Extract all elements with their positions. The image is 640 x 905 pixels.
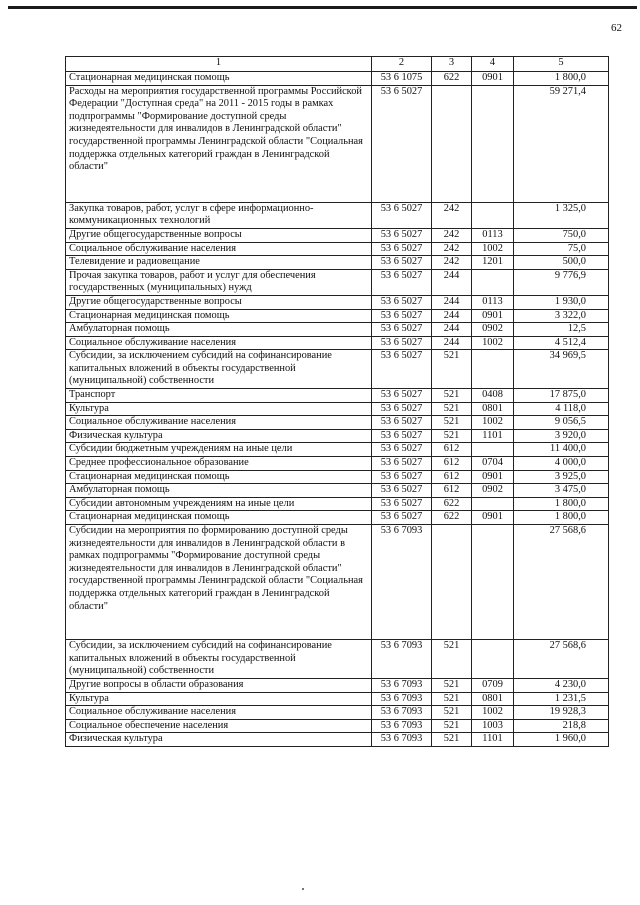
row-type-cell: 612 [432,457,472,471]
table-row [66,443,609,457]
row-type-cell: 521 [432,706,472,720]
row-name-cell: Телевидение и радиовещание [66,256,372,270]
row-name-cell: Среднее профессиональное образование [66,457,372,471]
table-header-row [66,57,609,72]
table-row [66,323,609,337]
row-section-cell: 0113 [472,228,514,242]
row-code-cell: 53 6 5027 [372,511,432,525]
row-code-cell: 53 6 5027 [372,416,432,430]
row-amount-cell: 3 475,0 [514,484,609,498]
table-row [66,692,609,706]
row-type-cell: 521 [432,350,472,389]
row-type-cell: 622 [432,497,472,511]
table-row [66,678,609,692]
row-section-cell: 0113 [472,295,514,309]
row-code-cell: 53 6 5027 [372,269,432,295]
row-section-cell [472,350,514,389]
row-code-cell: 53 6 5027 [372,443,432,457]
table-row [66,429,609,443]
row-code-cell: 53 6 5027 [372,429,432,443]
row-type-cell: 612 [432,443,472,457]
row-amount-cell: 19 928,3 [514,706,609,720]
row-section-cell: 0902 [472,323,514,337]
row-amount-cell: 4 000,0 [514,457,609,471]
row-amount-cell: 1 800,0 [514,72,609,86]
row-type-cell: 242 [432,202,472,228]
row-type-cell: 622 [432,72,472,86]
row-name-cell: Другие общегосударственные вопросы [66,228,372,242]
row-section-cell: 1002 [472,706,514,720]
table-row [66,336,609,350]
row-code-cell: 53 6 5027 [372,457,432,471]
row-section-cell: 0901 [472,72,514,86]
row-amount-cell: 75,0 [514,242,609,256]
row-code-cell: 53 6 5027 [372,309,432,323]
row-name-cell: Социальное обслуживание населения [66,242,372,256]
row-name-cell: Другие общегосударственные вопросы [66,295,372,309]
row-code-cell: 53 6 7093 [372,692,432,706]
row-name-cell: Стационарная медицинская помощь [66,470,372,484]
row-name-cell: Прочая закупка товаров, работ и услуг для обеспечения государственных (муниципальных) нужд [66,269,372,295]
row-name-cell: Физическая культура [66,429,372,443]
row-name-cell: Другие вопросы в области образования [66,678,372,692]
column-header: 1 [66,57,372,72]
table-row [66,269,609,295]
row-amount-cell: 12,5 [514,323,609,337]
table-row [66,85,609,202]
row-amount-cell: 27 568,6 [514,525,609,640]
row-section-cell: 0709 [472,678,514,692]
row-name-cell: Социальное обеспечение населения [66,719,372,733]
row-type-cell: 622 [432,511,472,525]
row-name-cell: Расходы на мероприятия государственной программы Российской Федерации "Доступная среда" на 2011 - 2015 годы в рамках подпрограммы "Формирование доступной среды жизнедеятельности для инвалидов в Ленинградской области" государственной программы Ленинградской области "Социальная поддержка отдельных категорий граждан в Ленинградской области" [66,85,372,202]
row-type-cell: 521 [432,402,472,416]
row-name-cell: Социальное обслуживание населения [66,336,372,350]
row-amount-cell: 1 325,0 [514,202,609,228]
row-type-cell: 612 [432,484,472,498]
row-type-cell: 521 [432,640,472,679]
row-name-cell: Стационарная медицинская помощь [66,309,372,323]
table-row [66,309,609,323]
row-type-cell [432,525,472,640]
row-section-cell: 0801 [472,402,514,416]
row-section-cell: 0704 [472,457,514,471]
row-amount-cell: 4 230,0 [514,678,609,692]
table-row [66,389,609,403]
row-type-cell: 521 [432,692,472,706]
row-section-cell: 0901 [472,309,514,323]
table-row [66,295,609,309]
table-row [66,525,609,640]
row-name-cell: Стационарная медицинская помощь [66,72,372,86]
row-amount-cell: 9 776,9 [514,269,609,295]
row-section-cell: 0408 [472,389,514,403]
row-amount-cell: 34 969,5 [514,350,609,389]
row-section-cell: 0902 [472,484,514,498]
row-code-cell: 53 6 7093 [372,678,432,692]
table-row [66,350,609,389]
table-row [66,733,609,747]
row-section-cell: 0801 [472,692,514,706]
row-section-cell: 0901 [472,511,514,525]
table-row [66,242,609,256]
row-type-cell: 244 [432,269,472,295]
row-type-cell: 244 [432,309,472,323]
row-amount-cell: 1 930,0 [514,295,609,309]
table-row [66,72,609,86]
row-amount-cell: 17 875,0 [514,389,609,403]
row-name-cell: Субсидии на мероприятия по формированию доступной среды жизнедеятельности для инвалидов в Ленинградской области в рамках подпрограммы "Формирование доступной среды жизнедеятельности для инвалидов в Ленинградской области" государственной программы Ленинградской области "Социальная поддержка отдельных категорий граждан в Ленинградской области" [66,525,372,640]
table-row [66,706,609,720]
row-amount-cell: 11 400,0 [514,443,609,457]
row-type-cell: 521 [432,429,472,443]
row-type-cell: 242 [432,256,472,270]
row-section-cell: 1003 [472,719,514,733]
row-name-cell: Социальное обслуживание населения [66,416,372,430]
row-name-cell: Субсидии бюджетным учреждениям на иные цели [66,443,372,457]
row-section-cell [472,443,514,457]
row-name-cell: Транспорт [66,389,372,403]
row-code-cell: 53 6 7093 [372,719,432,733]
row-name-cell: Культура [66,402,372,416]
row-code-cell: 53 6 5027 [372,242,432,256]
row-section-cell [472,85,514,202]
row-amount-cell: 1 960,0 [514,733,609,747]
row-section-cell: 1002 [472,416,514,430]
row-code-cell: 53 6 7093 [372,706,432,720]
table-row [66,256,609,270]
row-name-cell: Физическая культура [66,733,372,747]
row-amount-cell: 500,0 [514,256,609,270]
row-code-cell: 53 6 5027 [372,85,432,202]
row-amount-cell: 218,8 [514,719,609,733]
cell-spacer [69,613,368,639]
row-type-cell: 244 [432,295,472,309]
row-code-cell: 53 6 5027 [372,389,432,403]
row-type-cell: 242 [432,242,472,256]
row-name-cell: Стационарная медицинская помощь [66,511,372,525]
table-row [66,402,609,416]
column-header: 5 [514,57,609,72]
row-amount-cell: 3 322,0 [514,309,609,323]
row-code-cell: 53 6 5027 [372,484,432,498]
row-section-cell [472,497,514,511]
row-type-cell: 242 [432,228,472,242]
row-type-cell: 244 [432,336,472,350]
row-type-cell: 521 [432,389,472,403]
row-section-cell: 1101 [472,733,514,747]
table-row [66,640,609,679]
row-code-cell: 53 6 7093 [372,525,432,640]
row-code-cell: 53 6 5027 [372,256,432,270]
row-section-cell: 1002 [472,242,514,256]
row-section-cell: 1101 [472,429,514,443]
table-row [66,497,609,511]
row-section-cell: 1002 [472,336,514,350]
table-row [66,202,609,228]
row-type-cell: 521 [432,416,472,430]
row-code-cell: 53 6 5027 [372,323,432,337]
row-type-cell: 244 [432,323,472,337]
row-type-cell: 521 [432,678,472,692]
row-amount-cell: 1 231,5 [514,692,609,706]
table-row [66,228,609,242]
row-name-cell: Субсидии, за исключением субсидий на софинансирование капитальных вложений в объекты государственной (муниципальной) собственности [66,350,372,389]
table-row [66,484,609,498]
row-code-cell: 53 6 5027 [372,350,432,389]
row-code-cell: 53 6 5027 [372,228,432,242]
row-code-cell: 53 6 5027 [372,295,432,309]
row-code-cell: 53 6 7093 [372,733,432,747]
row-amount-cell: 9 056,5 [514,416,609,430]
column-header: 2 [372,57,432,72]
row-type-cell: 612 [432,470,472,484]
row-name-cell: Культура [66,692,372,706]
table-row [66,470,609,484]
table-row [66,511,609,525]
row-amount-cell: 4 512,4 [514,336,609,350]
row-amount-cell: 3 920,0 [514,429,609,443]
budget-table [65,56,609,747]
table-row [66,416,609,430]
row-type-cell [432,85,472,202]
row-code-cell: 53 6 5027 [372,202,432,228]
row-type-cell: 521 [432,719,472,733]
row-code-cell: 53 6 1075 [372,72,432,86]
column-header: 3 [432,57,472,72]
table-body [66,72,609,747]
page-number: 62 [611,22,622,34]
row-amount-cell: 59 271,4 [514,85,609,202]
row-code-cell: 53 6 5027 [372,497,432,511]
row-code-cell: 53 6 5027 [372,336,432,350]
row-amount-cell: 750,0 [514,228,609,242]
row-name-cell: Закупка товаров, работ, услуг в сфере информационно-коммуникационных технологий [66,202,372,228]
row-name-cell: Социальное обслуживание населения [66,706,372,720]
row-name-cell: Субсидии автономным учреждениям на иные цели [66,497,372,511]
table-row [66,719,609,733]
top-border-line [8,6,637,9]
row-section-cell [472,202,514,228]
row-amount-cell: 27 568,6 [514,640,609,679]
row-section-cell [472,640,514,679]
row-amount-cell: 3 925,0 [514,470,609,484]
row-section-cell [472,525,514,640]
row-amount-cell: 1 800,0 [514,497,609,511]
cell-spacer [69,174,368,202]
scan-speck [302,888,304,890]
row-code-cell: 53 6 5027 [372,470,432,484]
row-section-cell [472,269,514,295]
table-row [66,457,609,471]
row-amount-cell: 1 800,0 [514,511,609,525]
row-type-cell: 521 [432,733,472,747]
row-code-cell: 53 6 5027 [372,402,432,416]
row-section-cell: 1201 [472,256,514,270]
row-amount-cell: 4 118,0 [514,402,609,416]
row-section-cell: 0901 [472,470,514,484]
row-name-cell: Амбулаторная помощь [66,323,372,337]
row-code-cell: 53 6 7093 [372,640,432,679]
column-header: 4 [472,57,514,72]
row-name-cell: Субсидии, за исключением субсидий на софинансирование капитальных вложений в объекты государственной (муниципальной) собственности [66,640,372,679]
row-name-cell: Амбулаторная помощь [66,484,372,498]
